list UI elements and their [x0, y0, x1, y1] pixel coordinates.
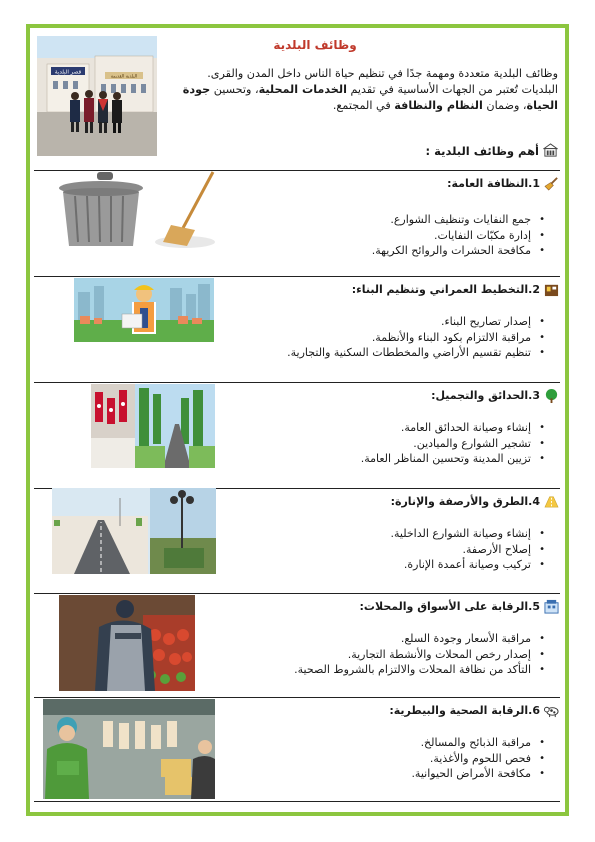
bullet-list	[372, 212, 545, 259]
section-title	[391, 494, 559, 509]
intro-bold-2: جودة الحياة	[182, 83, 558, 112]
road-icon	[544, 494, 559, 509]
intro-bold-1: الخدمات المحلية	[258, 83, 347, 96]
section-urban-planning	[37, 282, 559, 378]
intro-text-1: وظائف البلدية متعددة ومهمة جدًا في تنظيم حياة الناس داخل المدن والقرى.	[207, 67, 558, 80]
separator-line	[34, 382, 560, 383]
main-heading-text: أهم وظائف البلدية :	[425, 143, 539, 158]
intro-paragraph	[176, 66, 558, 114]
section-title	[389, 703, 559, 718]
intro-text-2: البلديات تُعتبر من الجهات الأساسية في تقديم	[346, 83, 558, 96]
separator-line	[34, 801, 560, 802]
section-title-text: 3.الحدائق والتجميل:	[431, 389, 540, 402]
main-heading	[360, 143, 558, 158]
list-item: • مراقبة الالتزام بكود البناء والأنظمة.	[287, 330, 545, 346]
list-item: • مكافحة الحشرات والروائح الكريهة.	[372, 243, 545, 259]
section-title	[431, 388, 559, 403]
municipality-building-photo	[37, 36, 157, 156]
bullet-list	[411, 735, 545, 782]
list-item: • إصلاح الأرصفة.	[391, 542, 545, 558]
list-item: • إدارة مكبّات النفايات.	[372, 228, 545, 244]
section-health-veterinary	[37, 703, 559, 803]
list-item: • إنشاء وصيانة الحدائق العامة.	[361, 420, 545, 436]
section-market-control	[37, 599, 559, 695]
section-title	[447, 176, 559, 191]
intro-bold-3: النظام والنظافة	[394, 99, 483, 112]
list-item: • جمع النفايات وتنظيف الشوارع.	[372, 212, 545, 228]
section-title-text: 2.التخطيط العمراني وتنظيم البناء:	[351, 283, 540, 296]
gardens-street-image	[91, 384, 215, 468]
separator-line	[34, 697, 560, 698]
cow-icon	[544, 703, 559, 718]
section-title-text: 4.الطرق والأرصفة والإنارة:	[390, 495, 540, 508]
list-item: • تشجير الشوارع والميادين.	[361, 436, 545, 452]
list-item: • إصدار رخص المحلات والأنشطة التجارية.	[294, 647, 545, 663]
page-title: وظائف البلدية	[273, 38, 357, 52]
list-item: • مراقبة الأسعار وجودة السلع.	[294, 631, 545, 647]
bullet-list	[287, 314, 545, 361]
list-item: • إصدار تصاريح البناء.	[287, 314, 545, 330]
list-item: • فحص اللحوم والأغذية.	[411, 751, 545, 767]
intro-text-5: في المجتمع.	[332, 99, 395, 112]
list-item: • إنشاء وصيانة الشوارع الداخلية.	[391, 526, 545, 542]
slaughterhouse-inspection-image	[43, 699, 215, 799]
market-icon	[544, 599, 559, 614]
section-roads	[37, 494, 559, 590]
bullet-list	[391, 526, 545, 573]
construction-icon	[544, 282, 559, 297]
intro-text-3: ، وتحسين	[210, 83, 259, 96]
separator-line	[34, 593, 560, 594]
tree-icon	[544, 388, 559, 403]
building-icon	[543, 143, 558, 158]
separator-line	[34, 276, 560, 277]
list-item: • تركيب وصيانة أعمدة الإنارة.	[391, 557, 545, 573]
section-gardens	[37, 388, 559, 484]
list-item: • التأكد من نظافة المحلات والالتزام بالشروط الصحية.	[294, 662, 545, 678]
bullet-list	[294, 631, 545, 678]
list-item: • تزيين المدينة وتحسين المناظر العامة.	[361, 451, 545, 467]
section-cleanliness	[37, 176, 559, 272]
list-item: • تنظيم تقسيم الأراضي والمخططات السكنية والتجارية.	[287, 345, 545, 361]
list-item: • مراقبة الذبائح والمسالخ.	[411, 735, 545, 751]
sign-2-text: البلدية القديمة	[110, 74, 138, 80]
section-title-text: 5.الرقابة على الأسواق والمحلات:	[359, 600, 540, 613]
section-title	[360, 599, 559, 614]
roads-lighting-image	[52, 488, 216, 574]
market-inspector-image	[59, 595, 195, 691]
broom-icon	[544, 176, 559, 191]
section-title	[352, 282, 559, 297]
sign-1-text: قصر البلدية	[54, 69, 82, 76]
bullet-list	[361, 420, 545, 467]
section-title-text: 1.النظافة العامة:	[447, 177, 540, 190]
section-title-text: 6.الرقابة الصحية والبيطرية:	[389, 704, 540, 717]
intro-text-4: ، وضمان	[482, 99, 527, 112]
engineer-city-image	[74, 278, 214, 342]
trash-can-broom-image	[53, 170, 223, 250]
list-item: • مكافحة الأمراض الحيوانية.	[411, 766, 545, 782]
